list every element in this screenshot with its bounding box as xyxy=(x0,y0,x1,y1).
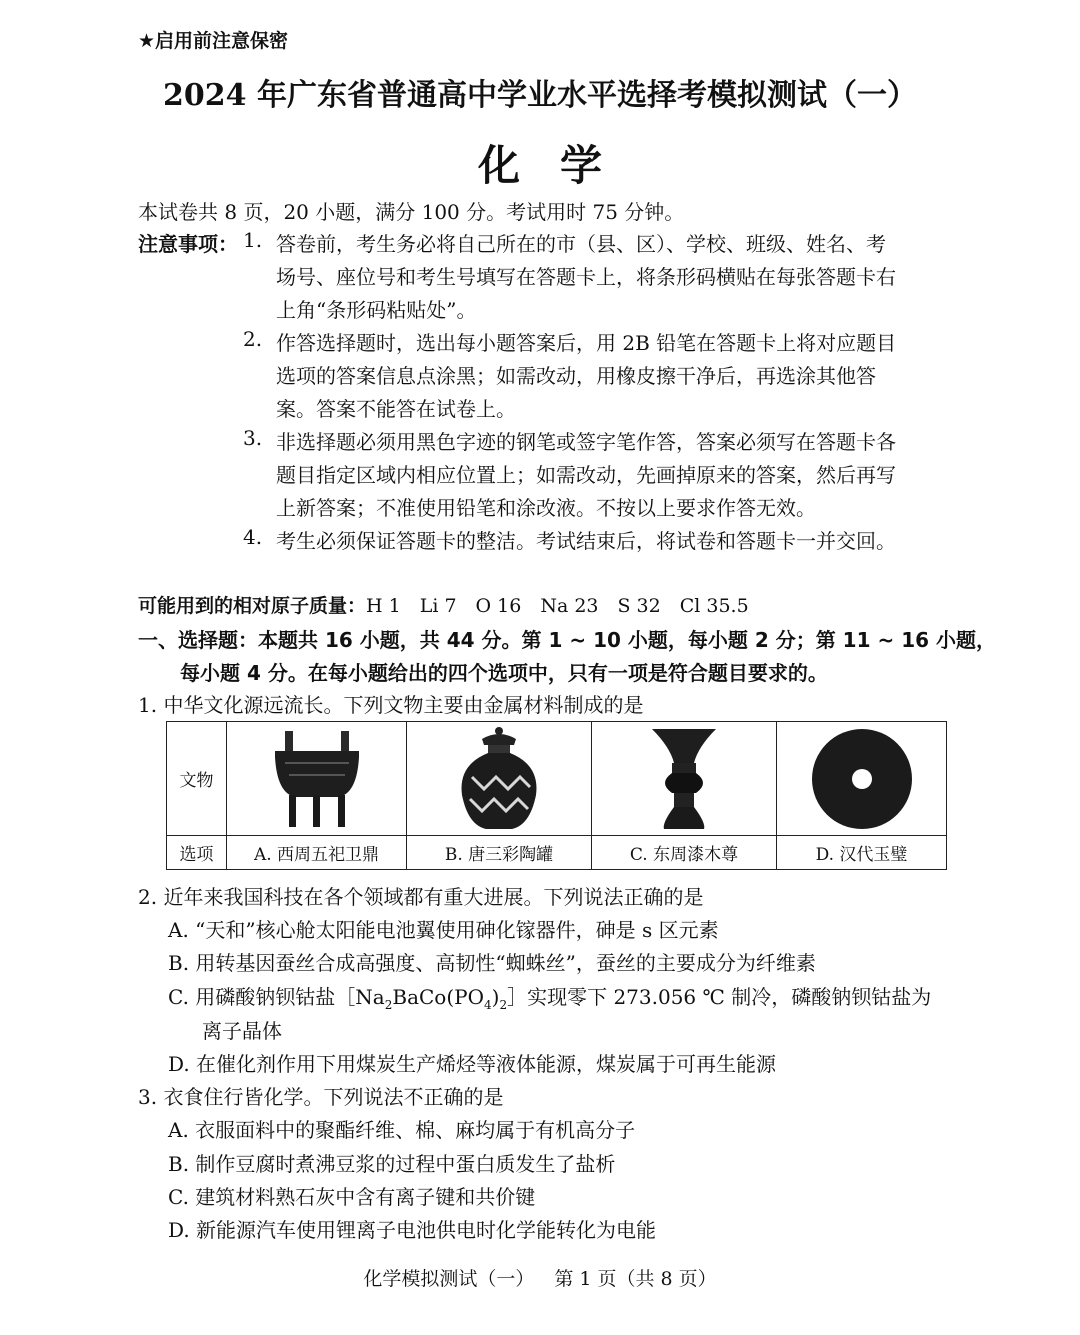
note-3-line-3: 上新答案；不准使用铅笔和涂改液。不按以上要求作答无效。 xyxy=(276,496,816,520)
q3-option-a: A. 衣服面料中的聚酯纤维、棉、麻均属于有机高分子 xyxy=(168,1118,636,1142)
q2-option-d: D. 在催化剂作用下用煤炭生产烯烃等液体能源，煤炭属于可再生能源 xyxy=(168,1052,777,1076)
relic-row-label: 文物 xyxy=(167,722,227,836)
section-1-line-2: 每小题 4 分。在每小题给出的四个选项中，只有一项是符合题目要求的。 xyxy=(180,661,828,685)
note-4-number: 4. xyxy=(243,525,263,549)
q1-option-d: D. 汉代玉璧 xyxy=(777,836,947,870)
note-3-line-1: 非选择题必须用黑色字迹的钢笔或签字笔作答，答案必须写在答题卡各 xyxy=(276,430,896,454)
note-2-line-3: 案。答案不能答在试卷上。 xyxy=(276,397,516,421)
question-1-stem: 1. 中华文化源远流长。下列文物主要由金属材料制成的是 xyxy=(138,693,644,717)
q2-c-part-1: C. 用磷酸钠钡钴盐［Na xyxy=(168,985,385,1009)
q3-option-c: C. 建筑材料熟石灰中含有离子键和共价键 xyxy=(168,1185,536,1209)
note-2-line-1: 作答选择题时，选出每小题答案后，用 2B 铅笔在答题卡上将对应题目 xyxy=(276,331,897,355)
jade-bi-disc-icon xyxy=(810,727,914,831)
page-footer xyxy=(0,1264,1080,1291)
subject-title: 化学 xyxy=(477,141,642,190)
note-2-line-2: 选项的答案信息点涂黑；如需改动，用橡皮擦干净后，再选涂其他答 xyxy=(276,364,876,388)
exam-intro: 本试卷共 8 页，20 小题，满分 100 分。考试用时 75 分钟。 xyxy=(138,200,685,224)
exam-title: 2024 年广东省普通高中学业水平选择考模拟测试（一） xyxy=(163,78,917,113)
relic-image-zun xyxy=(592,722,777,836)
atomic-masses xyxy=(138,591,749,618)
q2-c-part-2: BaCo(PO xyxy=(392,985,484,1009)
q2-option-c-cont: 离子晶体 xyxy=(202,1019,282,1043)
question-2-stem: 2. 近年来我国科技在各个领域都有重大进展。下列说法正确的是 xyxy=(138,885,704,909)
note-1-line-1: 答卷前，考生务必将自己所在的市（县、区）、学校、班级、姓名、考 xyxy=(276,232,886,256)
atomic-masses-label: 可能用到的相对原子质量： xyxy=(138,595,367,617)
q2-c-part-3: ) xyxy=(491,985,500,1009)
relic-image-ding xyxy=(227,722,407,836)
note-3-line-2: 题目指定区域内相应位置上；如需改动，先画掉原来的答案，然后再写 xyxy=(276,463,896,487)
relic-image-jar xyxy=(407,722,592,836)
lacquer-zun-icon xyxy=(644,725,724,833)
q2-option-b: B. 用转基因蚕丝合成高强度、高韧性“蜘蛛丝”，蚕丝的主要成分为纤维素 xyxy=(168,951,816,975)
note-1-line-2: 场号、座位号和考生号填写在答题卡上，将条形码横贴在每张答题卡右 xyxy=(276,265,896,289)
notes-label: 注意事项： xyxy=(138,232,238,256)
note-2-number: 2. xyxy=(243,327,263,351)
q3-option-d: D. 新能源汽车使用锂离子电池供电时化学能转化为电能 xyxy=(168,1218,657,1242)
q1-option-c: C. 东周漆木尊 xyxy=(592,836,777,870)
q2-c-sub-2: 4 xyxy=(484,998,492,1012)
confidential-notice: ★启用前注意保密 xyxy=(138,30,289,52)
q1-option-b: B. 唐三彩陶罐 xyxy=(407,836,592,870)
q2-c-part-4: ］实现零下 273.056 ℃ 制冷，磷酸钠钡钴盐为 xyxy=(507,985,932,1009)
q2-c-sub-1: 2 xyxy=(384,998,393,1012)
q2-option-c xyxy=(168,981,931,1012)
relics-table xyxy=(166,721,947,870)
note-1-number: 1. xyxy=(243,228,263,252)
note-4-line-1: 考生必须保证答题卡的整洁。考试结束后，将试卷和答题卡一并交回。 xyxy=(276,529,896,553)
section-1-line-1: 一、选择题：本题共 16 小题，共 44 分。第 1 ~ 10 小题，每小题 2 分；第 11 ~ 16 小题， xyxy=(138,628,996,652)
note-1-line-3: 上角“条形码粘贴处”。 xyxy=(276,298,477,322)
q1-option-a: A. 西周五祀卫鼎 xyxy=(227,836,407,870)
footer-exam-name: 化学模拟测试（一） xyxy=(363,1268,535,1290)
q3-option-b: B. 制作豆腐时煮沸豆浆的过程中蛋白质发生了盐析 xyxy=(168,1152,616,1176)
relic-image-bi xyxy=(777,722,947,836)
q2-c-sub-3: 2 xyxy=(499,998,508,1012)
bronze-ding-icon xyxy=(267,727,367,831)
q2-option-a: A. “天和”核心舱太阳能电池翼使用砷化镓器件，砷是 s 区元素 xyxy=(168,918,719,942)
atomic-masses-values: H 1 Li 7 O 16 Na 23 S 32 Cl 35.5 xyxy=(366,595,749,617)
sancai-jar-icon xyxy=(454,725,544,833)
option-row-label: 选项 xyxy=(167,836,227,870)
footer-page-number: 第 1 页（共 8 页） xyxy=(554,1268,717,1290)
question-3-stem: 3. 衣食住行皆化学。下列说法不正确的是 xyxy=(138,1085,504,1109)
note-3-number: 3. xyxy=(243,426,263,450)
